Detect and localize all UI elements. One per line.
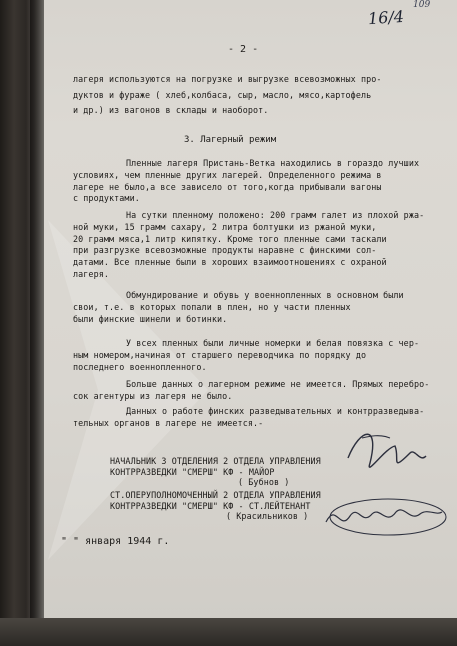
paragraph-line: У всех пленных были личные номерки и белая повязка с чер- bbox=[126, 338, 420, 348]
paragraph-line: 20 грамм мяса,1 литр кипятку. Кроме того пленные сами таскали bbox=[73, 233, 387, 244]
text-line: и др.) из вагонов в склады и наоборот. bbox=[73, 105, 269, 115]
paragraph-line: условиях, чем пленные других лагерей. Определенного режима в bbox=[73, 169, 382, 180]
scan-bottom-edge bbox=[0, 618, 457, 646]
signature-title: КОНТРРАЗВЕДКИ "СМЕРШ" КФ - МАЙОР bbox=[110, 466, 275, 477]
sheet-number-stamp: 16/4 bbox=[367, 6, 405, 29]
archive-number: 109 bbox=[413, 0, 431, 10]
signature-name: ( Бубнов ) bbox=[238, 477, 290, 487]
paragraph-line: Обмундирование и обувь у военнопленных в основном были bbox=[126, 290, 404, 300]
paragraph-line: лагере не было,а все зависело от того,когда прибывали вагоны bbox=[73, 181, 382, 192]
page-number: - 2 - bbox=[228, 44, 259, 55]
bubnov-signature-icon bbox=[340, 418, 430, 488]
paragraph-line: ной муки, 15 грамм сахару, 2 литра болтушки из ржаной муки, bbox=[73, 221, 377, 232]
paragraph-line: тельных органов в лагере не имеется.- bbox=[73, 417, 264, 428]
paragraph-line: Данных о работе финских разведывательных и контрразведыва- bbox=[126, 406, 425, 416]
signature-title: НАЧАЛЬНИК 3 ОТДЕЛЕНИЯ 2 ОТДЕЛА УПРАВЛЕНИЯ bbox=[110, 456, 321, 466]
paragraph-line: последнего военнопленного. bbox=[73, 361, 207, 372]
paragraph-line: свои, т.е. в которых попали в плен, но у части пленных bbox=[73, 301, 351, 312]
signature-title: СТ.ОПЕРУПОЛНОМОЧЕННЫЙ 2 ОТДЕЛА УПРАВЛЕНИЯ bbox=[110, 490, 321, 500]
paragraph-line: датами. Все пленные были в хороших взаимоотношениях с охраной bbox=[73, 257, 387, 268]
paragraph-line: были финские шинели и ботинки. bbox=[73, 313, 228, 324]
paragraph-line: лагеря. bbox=[73, 269, 109, 279]
document-date: " " января 1944 г. bbox=[61, 536, 170, 547]
section-title: 3. Лагерный режим bbox=[184, 135, 277, 145]
paragraph-line: сок агентуры из лагеря не было. bbox=[73, 390, 233, 401]
paragraph-line: при разгрузке всевозможные продукты наравне с финскими сол- bbox=[73, 245, 377, 256]
text-line: дуктов и фураже ( хлеб,колбаса, сыр, масло, мясо,картофель bbox=[73, 89, 372, 100]
signature-name: ( Красильников ) bbox=[226, 511, 309, 521]
paragraph-line: На сутки пленному положено: 200 грамм галет из плохой ржа- bbox=[126, 210, 425, 220]
krasilnikov-signature-icon bbox=[318, 492, 448, 542]
paragraph-line: Пленные лагеря Пристань-Ветка находились в гораздо лучших bbox=[126, 158, 420, 168]
paragraph-line: Больше данных о лагерном режиме не имеется. Прямых перебро- bbox=[126, 379, 430, 389]
text-line: лагеря используются на погрузке и выгрузке всевозможных про- bbox=[73, 74, 382, 84]
signature-title: КОНТРРАЗВЕДКИ "СМЕРШ" КФ - СТ.ЛЕЙТЕНАНТ bbox=[110, 500, 311, 511]
paragraph-line: ным номером,начиная от старшего переводчика по порядку до bbox=[73, 349, 367, 360]
paragraph-line: с продуктами. bbox=[73, 193, 140, 204]
